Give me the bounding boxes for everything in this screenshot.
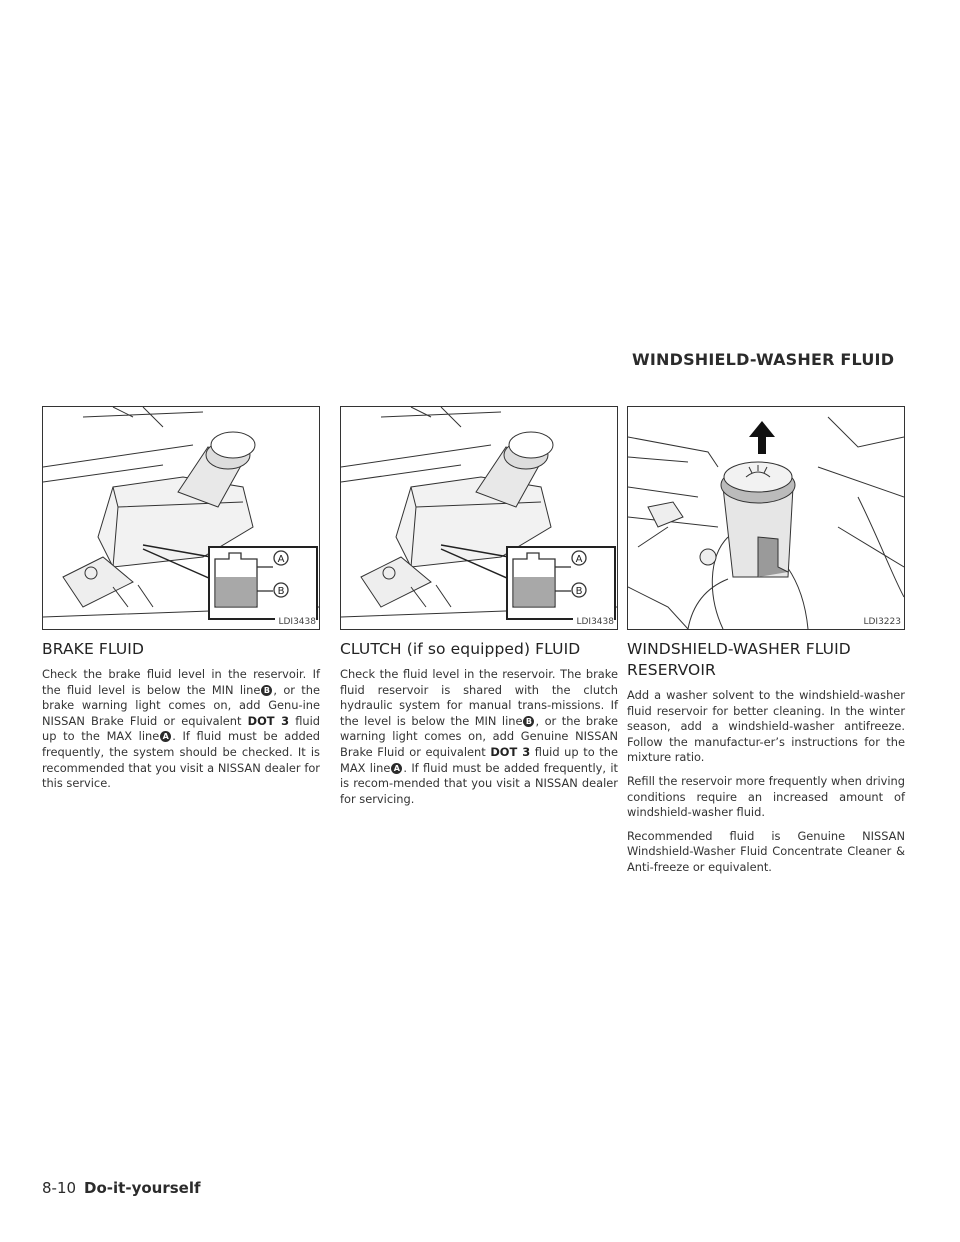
figure-code: LDI3223 <box>860 617 901 627</box>
page-number: 8-10 <box>42 1179 77 1197</box>
section-title: WINDSHIELD-WASHER FLUID <box>632 350 895 369</box>
max-marker-icon: A <box>160 731 171 742</box>
washer-reservoir-illustration <box>627 406 905 630</box>
min-line-label: B <box>575 586 583 597</box>
washer-fluid-column <box>627 406 905 884</box>
clutch-fluid-column <box>340 406 618 815</box>
max-line-label: A <box>277 554 285 565</box>
figure-code: LDI3438 <box>275 617 316 627</box>
brake-reservoir-illustration <box>42 406 320 630</box>
brake-reservoir-drawing <box>43 407 319 629</box>
washer-reservoir-drawing <box>628 407 904 629</box>
min-marker-icon: B <box>523 716 534 727</box>
clutch-reservoir-illustration <box>340 406 618 630</box>
min-line-label: B <box>277 586 285 597</box>
washer-paragraph-3: Recommended fluid is Genuine NISSAN Windshield-Washer Fluid Concentrate Cleaner & Anti-freeze or equivalent. <box>627 828 905 874</box>
washer-fluid-heading: WINDSHIELD-WASHER FLUID RESERVOIR <box>627 640 851 679</box>
brake-fluid-paragraph: Check the brake fluid level in the reservoir. If the fluid level is below the MIN line B , or the brake warning light comes on, add Genu-ine NISSAN Brake Fluid or equivalent DOT 3 fluid up to the MAX line A . If fluid must be added frequently, the system should be checked. It is recommended that you visit a NISSAN dealer for this service. <box>42 667 320 791</box>
clutch-reservoir-drawing <box>341 407 617 629</box>
max-marker-icon: A <box>391 763 402 774</box>
washer-paragraph-1: Add a washer solvent to the windshield-washer fluid reservoir for better cleaning. In the winter season, add a windshield-washer antifreeze. Follow the manufactur-er’s instructions for the mixture ratio. <box>627 688 905 765</box>
chapter-title: Do-it-yourself <box>84 1179 201 1197</box>
brake-fluid-column <box>42 406 320 800</box>
brake-fluid-heading: BRAKE FLUID <box>42 640 144 658</box>
washer-paragraph-2: Refill the reservoir more frequently when driving conditions require an increased amount of windshield-washer fluid. <box>627 773 905 820</box>
max-line-label: A <box>575 554 583 565</box>
clutch-fluid-heading: CLUTCH (if so equipped) FLUID <box>340 640 581 658</box>
figure-code: LDI3438 <box>573 617 614 627</box>
clutch-fluid-paragraph: Check the fluid level in the reservoir. The brake fluid reservoir is shared with the clutch hydraulic system for manual trans-missions. If the level is below the MIN line B , or the brake warning light comes on, add Genuine NISSAN Brake Fluid or equivalent DOT 3 fluid up to the MAX line A . If fluid must be added frequently, it is recom-mended that you visit a NISSAN dealer for servicing. <box>340 667 618 806</box>
min-marker-icon: B <box>261 685 272 696</box>
page-footer <box>42 1179 201 1197</box>
